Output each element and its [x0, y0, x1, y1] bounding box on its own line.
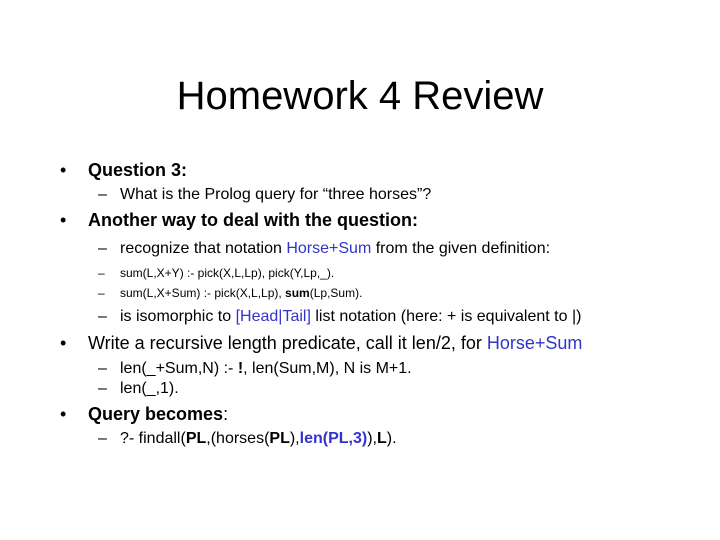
- horses-arg-pl: PL: [269, 430, 290, 447]
- horse-sum-notation: Horse+Sum: [286, 240, 372, 257]
- dash-marker: –: [98, 360, 107, 377]
- bullet-marker: •: [60, 210, 67, 230]
- bullet-marker: •: [60, 160, 67, 180]
- dash-marker: –: [98, 266, 105, 280]
- findall-part-3: ),: [367, 430, 377, 447]
- head-tail-notation: [Head|Tail]: [235, 308, 311, 325]
- slide-title: Homework 4 Review: [176, 74, 544, 118]
- sub-item-isomorphic: [98, 308, 581, 326]
- question-3-label: Question 3:: [88, 160, 188, 180]
- code-line-len-1: [98, 360, 412, 378]
- dash-marker: –: [98, 286, 105, 300]
- code-line-len-2: [98, 380, 179, 398]
- isomorphic-text: is isomorphic to: [120, 308, 236, 325]
- bullet-question-3: [60, 160, 187, 181]
- sub-item-recognize: [98, 240, 550, 258]
- horse-sum-notation-2: Horse+Sum: [486, 333, 583, 353]
- dash-marker: –: [98, 186, 107, 203]
- findall-start: ?- findall(: [120, 430, 186, 447]
- another-way-label: Another way to deal with the question:: [88, 210, 419, 230]
- bullet-marker: •: [60, 333, 67, 353]
- findall-part-2: ),: [289, 430, 300, 447]
- dash-marker: –: [98, 380, 107, 397]
- bullet-write-len: [60, 333, 582, 354]
- sub-item-query-question: [98, 186, 431, 204]
- dash-marker: –: [98, 308, 107, 325]
- sum-clause-2: sum(L,X+Sum) :- pick(X,L,Lp),: [120, 286, 286, 300]
- len-clause-1-end: , len(Sum,M), N is M+1.: [243, 360, 412, 377]
- code-line-sum-1: [98, 266, 334, 280]
- bullet-query-becomes: [60, 404, 228, 425]
- len-call: len(PL,3): [299, 430, 368, 447]
- findall-template-pl: PL: [185, 430, 207, 447]
- len-clause-2: len(_,1).: [120, 380, 179, 397]
- cut-operator: !: [237, 360, 244, 377]
- recognize-text: recognize that notation: [120, 240, 287, 257]
- findall-result-l: L: [376, 430, 387, 447]
- recognize-text-end: from the given definition:: [371, 240, 551, 257]
- query-becomes-colon: :: [223, 404, 229, 424]
- dash-marker: –: [98, 240, 107, 257]
- query-question-text: What is the Prolog query for “three horses”?: [120, 186, 432, 203]
- sum-clause-2-end: (Lp,Sum).: [309, 286, 363, 300]
- sum-recursive-call: sum: [285, 286, 310, 300]
- findall-end: ).: [386, 430, 397, 447]
- write-len-text: Write a recursive length predicate, call it len/2, for: [88, 333, 487, 353]
- dash-marker: –: [98, 430, 107, 447]
- bullet-another-way: [60, 210, 418, 231]
- code-line-sum-2: [98, 286, 362, 300]
- query-becomes-label: Query becomes: [88, 404, 224, 424]
- sum-clause-1: sum(L,X+Y) :- pick(X,L,Lp), pick(Y,Lp,_).: [120, 266, 335, 280]
- code-line-findall: [98, 430, 397, 448]
- findall-part: ,(horses(: [206, 430, 270, 447]
- isomorphic-text-end: list notation (here: + is equivalent to |): [310, 308, 582, 325]
- bullet-marker: •: [60, 404, 67, 424]
- len-clause-1: len(_+Sum,N) :-: [120, 360, 238, 377]
